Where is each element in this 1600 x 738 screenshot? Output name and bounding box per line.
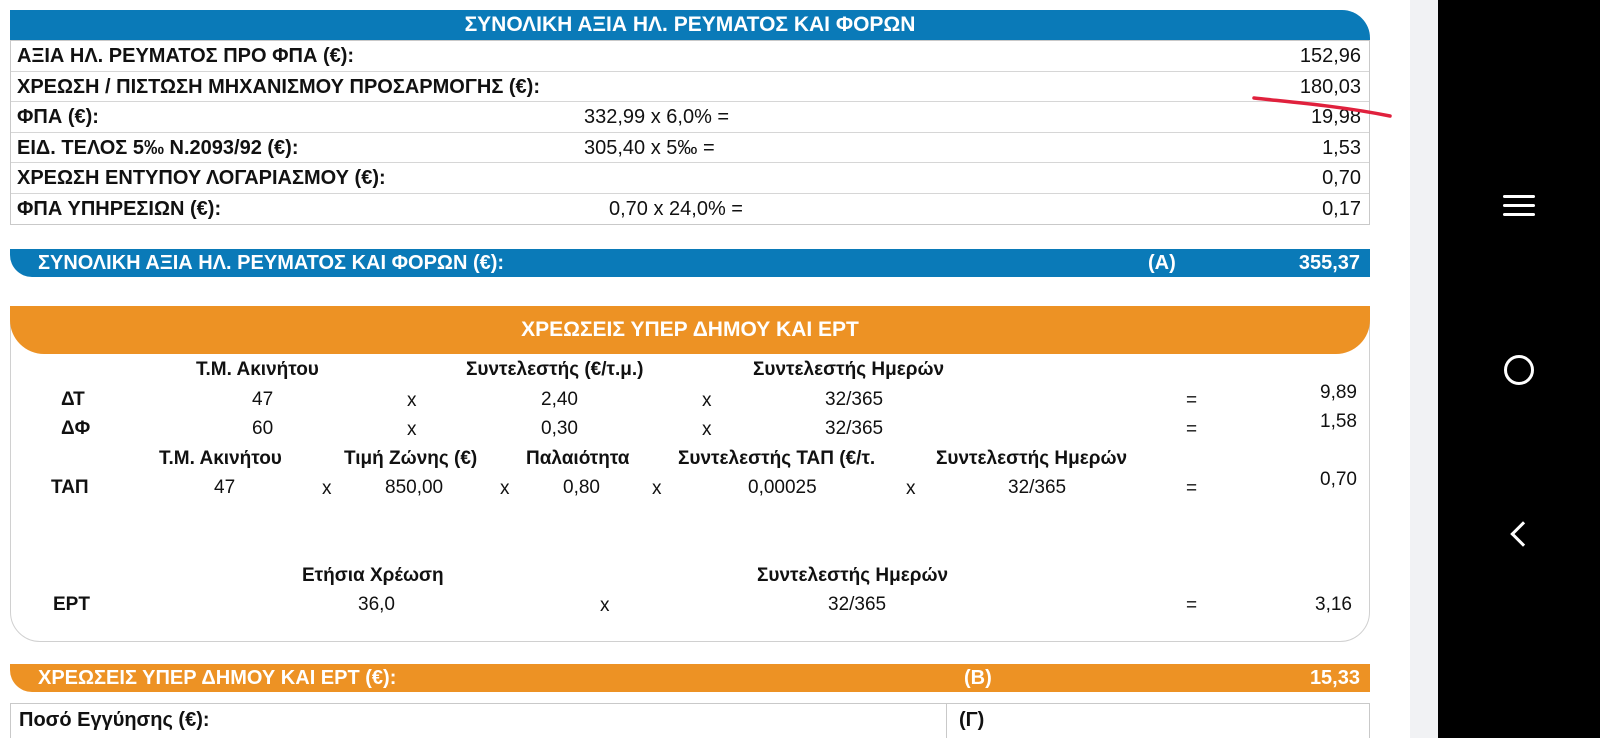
energy-total-value: 355,37 — [1298, 252, 1360, 274]
municipal-total-label: ΧΡΕΩΣΕΙΣ ΥΠΕΡ ΔΗΜΟΥ ΚΑΙ ΕΡΤ (€): — [38, 667, 397, 689]
energy-total-bar — [10, 249, 1370, 277]
equals-sign: = — [1186, 390, 1198, 411]
menu-button[interactable] — [1438, 166, 1600, 246]
multiply-sign: x — [407, 419, 417, 440]
table-row — [11, 72, 1369, 103]
multiply-sign: x — [600, 595, 610, 616]
equals-sign: = — [1186, 595, 1198, 616]
row-label: ΕΙΔ. ΤΕΛΟΣ 5‰ Ν.2093/92 (€): — [17, 136, 299, 159]
row-label-dt: ΔΤ — [61, 389, 85, 410]
equals-sign: = — [1186, 419, 1198, 440]
multiply-sign: x — [702, 419, 712, 440]
row-label: ΦΠΑ ΥΠΗΡΕΣΙΩΝ (€): — [17, 197, 222, 220]
df-days: 32/365 — [825, 418, 884, 439]
tap-zone-price: 850,00 — [385, 477, 444, 498]
multiply-sign: x — [322, 478, 332, 499]
tap-days: 32/365 — [1008, 477, 1067, 498]
tap-area: 47 — [214, 477, 236, 498]
header-tap-coefficient: Συντελεστής ΤΑΠ (€/τ. — [678, 448, 876, 469]
ert-days: 32/365 — [828, 594, 887, 615]
dt-value: 9,89 — [1320, 382, 1357, 403]
df-coefficient: 0,30 — [541, 418, 578, 439]
hamburger-menu-icon — [1503, 195, 1535, 217]
row-label-df: ΔΦ — [61, 418, 91, 439]
multiply-sign: x — [702, 390, 712, 411]
df-value: 1,58 — [1320, 411, 1357, 432]
municipal-total-code: (Β) — [964, 667, 992, 689]
guarantee-row — [10, 703, 1370, 738]
multiply-sign: x — [652, 478, 662, 499]
row-value: 152,96 — [1299, 45, 1361, 67]
energy-total-label: ΣΥΝΟΛΙΚΗ ΑΞΙΑ ΗΛ. ΡΕΥΜΑΤΟΣ ΚΑΙ ΦΟΡΩΝ (€): — [38, 252, 505, 274]
row-label: ΧΡΕΩΣΗ / ΠΙΣΤΩΣΗ ΜΗΧΑΝΙΣΜΟΥ ΠΡΟΣΑΡΜΟΓΗΣ (€): — [17, 75, 540, 98]
equals-sign: = — [1186, 478, 1198, 499]
municipal-charges-box — [10, 306, 1370, 642]
tap-value: 0,70 — [1320, 469, 1357, 490]
municipal-total-value: 15,33 — [1309, 667, 1360, 689]
table-row — [11, 41, 1369, 72]
cell-divider — [946, 704, 947, 738]
header-annual-charge: Ετήσια Χρέωση — [302, 565, 444, 586]
home-circle-icon — [1504, 355, 1534, 385]
dt-area: 47 — [252, 389, 274, 410]
row-label: ΦΠΑ (€): — [17, 106, 99, 128]
back-chevron-icon — [1510, 521, 1535, 546]
row-label: ΑΞΙΑ ΗΛ. ΡΕΥΜΑΤΟΣ ΠΡΟ ΦΠΑ (€): — [17, 45, 355, 67]
header-zone-price: Τιμή Ζώνης (€) — [344, 448, 478, 469]
row-label-tap: ΤΑΠ — [51, 477, 89, 498]
municipal-section-title: ΧΡΕΩΣΕΙΣ ΥΠΕΡ ΔΗΜΟΥ ΚΑΙ ΕΡΤ — [10, 306, 1370, 354]
tap-age: 0,80 — [563, 477, 600, 498]
table-row — [11, 194, 1369, 225]
table-row — [11, 133, 1369, 164]
header-area: Τ.Μ. Ακινήτου — [159, 448, 282, 469]
header-days: Συντελεστής Ημερών — [753, 359, 945, 380]
tap-coefficient: 0,00025 — [748, 477, 817, 498]
header-days: Συντελεστής Ημερών — [757, 565, 949, 586]
guarantee-code: (Γ) — [959, 709, 985, 731]
ert-annual-charge: 36,0 — [358, 594, 395, 615]
dt-coefficient: 2,40 — [541, 389, 578, 410]
ert-value: 3,16 — [1315, 594, 1352, 615]
row-label: ΧΡΕΩΣΗ ΕΝΤΥΠΟΥ ΛΟΓΑΡΙΑΣΜΟΥ (€): — [17, 167, 386, 189]
row-value: 0,17 — [1322, 197, 1361, 220]
row-calculation: 332,99 x 6,0% = — [584, 106, 730, 128]
guarantee-label: Ποσό Εγγύησης (€): — [19, 709, 210, 731]
header-days: Συντελεστής Ημερών — [936, 448, 1128, 469]
header-coefficient: Συντελεστής (€/τ.μ.) — [466, 359, 644, 380]
row-calculation: 0,70 x 24,0% = — [609, 197, 743, 220]
energy-charges-table — [10, 40, 1370, 225]
multiply-sign: x — [407, 390, 417, 411]
energy-section-title: ΣΥΝΟΛΙΚΗ ΑΞΙΑ ΗΛ. ΡΕΥΜΑΤΟΣ ΚΑΙ ΦΟΡΩΝ — [10, 10, 1370, 40]
android-navigation-bar — [1438, 0, 1600, 738]
energy-total-code: (Α) — [1148, 252, 1176, 274]
row-value: 180,03 — [1299, 75, 1361, 98]
row-value: 0,70 — [1322, 167, 1361, 189]
header-age: Παλαιότητα — [526, 448, 630, 469]
header-area: Τ.Μ. Ακινήτου — [196, 359, 319, 380]
multiply-sign: x — [906, 478, 916, 499]
page-margin — [1410, 0, 1438, 738]
row-calculation: 305,40 x 5‰ = — [584, 136, 715, 159]
home-button[interactable] — [1438, 330, 1600, 410]
multiply-sign: x — [500, 478, 510, 499]
municipal-total-bar — [10, 664, 1370, 692]
row-label-ert: ΕΡΤ — [53, 594, 90, 615]
row-value: 1,53 — [1322, 136, 1361, 159]
row-value: 19,98 — [1310, 106, 1361, 128]
dt-days: 32/365 — [825, 389, 884, 410]
df-area: 60 — [252, 418, 274, 439]
table-row — [11, 102, 1369, 133]
table-row — [11, 163, 1369, 194]
back-button[interactable] — [1438, 494, 1600, 574]
